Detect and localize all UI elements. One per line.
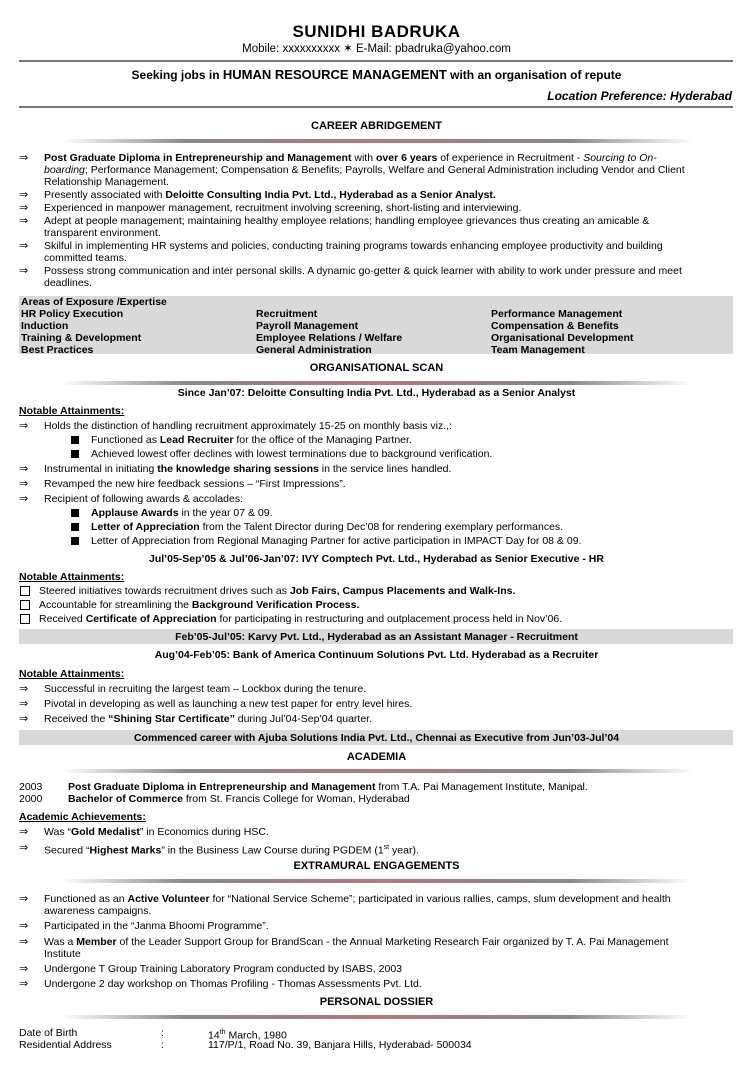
area-item: Employee Relations / Welfare xyxy=(256,332,403,344)
area-item: HR Policy Execution xyxy=(21,308,124,320)
square-bullet-icon xyxy=(71,450,79,458)
extramural-2: Participated in the “Janma Bhoomi Programme”. xyxy=(44,920,269,932)
arrow-bullet-icon: ⇒ xyxy=(19,893,29,905)
arrow-bullet-icon: ⇒ xyxy=(19,215,29,227)
career-bullet-5-line-1: Skilful in implementing HR systems and policies, conducting training programs towards enhancing employee productivity and building xyxy=(44,240,663,252)
job-heading-boa: Aug’04-Feb’05: Bank of America Continuum Solutions Pvt. Ltd. Hyderabad as a Recruiter xyxy=(154,649,599,661)
area-item: Recruitment xyxy=(256,308,318,320)
career-bullet-6-line-1: Possess strong communication and inter personal skills. A dynamic go-getter & quick learner with ability to work under pressure and meet xyxy=(44,265,682,277)
address-value: 117/P/1, Road No. 39, Banjara Hills, Hyderabad- 500034 xyxy=(208,1039,472,1051)
academia-degree-1: Post Graduate Diploma in Entrepreneurship and Management from T.A. Pai Management Institute, Manipal. xyxy=(68,781,588,793)
achievement-1: Was “Gold Medalist” in Economics during HSC. xyxy=(44,826,269,838)
area-item: Induction xyxy=(21,320,69,332)
career-bullet-5-line-2: committed teams. xyxy=(44,252,127,264)
arrow-bullet-icon: ⇒ xyxy=(19,698,29,710)
ivy-item-1: Steered initiatives towards recruitment drives such as Job Fairs, Campus Placements and Walk-Ins. xyxy=(39,585,516,597)
arrow-bullet-icon: ⇒ xyxy=(19,920,29,932)
square-bullet-icon xyxy=(71,436,79,444)
award-3: Letter of Appreciation from Regional Managing Partner for active participation in IMPACT Day for 08 & 09. xyxy=(91,535,582,547)
career-bullet-1-line-3: Relationship Management. xyxy=(44,176,169,188)
area-item: Performance Management xyxy=(491,308,623,320)
deloitte-item-2: Instrumental in initiating the knowledge sharing sessions in the service lines handled. xyxy=(44,463,452,475)
career-bullet-4-line-2: transparent environment. xyxy=(44,227,161,239)
ivy-item-3: Received Certificate of Appreciation for participating in restructuring and outplacement process held in Nov’06. xyxy=(39,613,563,625)
checkbox-bullet-icon xyxy=(20,586,30,596)
arrow-bullet-icon: ⇒ xyxy=(19,152,29,164)
boa-item-1: Successful in recruiting the largest team – Lockbox during the tenure. xyxy=(44,683,367,695)
section-divider xyxy=(60,381,693,385)
deloitte-item-4: Recipient of following awards & accolades: xyxy=(44,493,244,505)
award-1: Applause Awards in the year 07 & 09. xyxy=(91,507,273,519)
square-bullet-icon xyxy=(71,509,79,517)
area-item: Team Management xyxy=(491,344,585,356)
career-bullet-6-line-2: deadlines. xyxy=(44,277,92,289)
arrow-bullet-icon: ⇒ xyxy=(19,683,29,695)
deloitte-sub-2: Achieved lowest offer declines with lowest terminations due to background verification. xyxy=(91,448,493,460)
arrow-bullet-icon: ⇒ xyxy=(19,189,29,201)
section-divider xyxy=(60,1015,693,1019)
area-item: Payroll Management xyxy=(256,320,359,332)
section-title-academia: ACADEMIA xyxy=(346,751,407,763)
arrow-bullet-icon: ⇒ xyxy=(19,202,29,214)
section-title-career: CAREER ABRIDGEMENT xyxy=(311,120,442,132)
career-bullet-1-line-1: Post Graduate Diploma in Entrepreneurship and Management with over 6 years of experience in Recruitment - Sourcing to On- xyxy=(44,152,657,164)
extramural-1-line-1: Functioned as an Active Volunteer for “National Service Scheme”; participated in various rallies, camps, slum development and health xyxy=(44,893,671,905)
arrow-bullet-icon: ⇒ xyxy=(19,240,29,252)
section-title-personal: PERSONAL DOSSIER xyxy=(319,996,434,1008)
notable-attainments-heading: Notable Attainments: xyxy=(19,571,125,583)
notable-attainments-heading: Notable Attainments: xyxy=(19,668,125,680)
extramural-5: Undergone 2 day workshop on Thomas Profiling - Thomas Assessments Pvt. Ltd. xyxy=(44,978,422,990)
objective-line xyxy=(0,67,753,82)
section-divider xyxy=(60,139,693,143)
area-item: Organisational Development xyxy=(491,332,634,344)
career-bullet-4-line-1: Adept at people management; maintaining healthy employee relations; handling employee grievances thus creating an amicable & xyxy=(44,215,650,227)
extramural-1-line-2: awareness campaigns. xyxy=(44,905,152,917)
notable-attainments-heading: Notable Attainments: xyxy=(19,405,125,417)
objective-pre: Seeking jobs in xyxy=(131,68,223,82)
checkbox-bullet-icon xyxy=(20,614,30,624)
academic-achievements-heading: Academic Achievements: xyxy=(19,811,146,823)
boa-item-3: Received the “Shining Star Certificate” during Jul’04-Sep’04 quarter. xyxy=(44,713,372,725)
square-bullet-icon xyxy=(71,537,79,545)
header-rule-bottom xyxy=(19,106,733,108)
arrow-bullet-icon: ⇒ xyxy=(19,493,29,505)
dob-colon: : xyxy=(161,1027,164,1039)
job-heading-deloitte: Since Jan’07: Deloitte Consulting India Pvt. Ltd., Hyderabad as a Senior Analyst xyxy=(177,387,576,399)
extramural-3-line-2: Institute xyxy=(44,948,81,960)
area-item: Best Practices xyxy=(21,344,94,356)
career-bullet-2: Presently associated with Deloitte Consulting India Pvt. Ltd., Hyderabad as a Senior Analyst. xyxy=(44,189,496,201)
job-heading-ajuba: Commenced career with Ajuba Solutions India Pvt. Ltd., Chennai as Executive from Jun’03-Jul’04 xyxy=(133,732,620,744)
header-rule-top xyxy=(19,60,733,62)
address-colon: : xyxy=(161,1039,164,1051)
arrow-bullet-icon: ⇒ xyxy=(19,478,29,490)
area-item: General Administration xyxy=(256,344,372,356)
career-bullet-3: Experienced in manpower management, recruitment involving screening, short-listing and interviewing. xyxy=(44,202,522,214)
arrow-bullet-icon: ⇒ xyxy=(19,265,29,277)
academia-year: 2000 xyxy=(19,793,43,805)
academia-degree-2: Bachelor of Commerce from St. Francis College for Woman, Hyderabad xyxy=(68,793,410,805)
arrow-bullet-icon: ⇒ xyxy=(19,420,29,432)
achievement-2: Secured “Highest Marks” in the Business Law Course during PGDEM (1st year). xyxy=(44,844,419,857)
area-item: Training & Development xyxy=(21,332,142,344)
section-title-extramural: EXTRAMURAL ENGAGEMENTS xyxy=(293,860,460,872)
arrow-bullet-icon: ⇒ xyxy=(19,463,29,475)
deloitte-item-1: Holds the distinction of handling recruitment approximately 15-25 on monthly basis viz.,: xyxy=(44,420,452,432)
candidate-name: SUNIDHI BADRUKA xyxy=(292,22,461,41)
extramural-4: Undergone T Group Training Laboratory Program conducted by ISABS, 2003 xyxy=(44,963,402,975)
job-heading-ivy: Jul’05-Sep’05 & Jul’06-Jan’07: IVY Comptech Pvt. Ltd., Hyderabad as Senior Executive - HR xyxy=(149,553,604,565)
deloitte-item-3: Revamped the new hire feedback sessions – “First Impressions”. xyxy=(44,478,346,490)
arrow-bullet-icon: ⇒ xyxy=(19,826,29,838)
section-divider xyxy=(60,769,693,773)
extramural-3-line-1: Was a Member of the Leader Support Group for BrandScan - the Annual Marketing Research Fair organized by T. A. Pai Management xyxy=(44,936,669,948)
boa-item-2: Pivotal in developing as well as launching a new test paper for entry level hires. xyxy=(44,698,413,710)
arrow-bullet-icon: ⇒ xyxy=(19,936,29,948)
award-2: Letter of Appreciation from the Talent Director during Dec’08 for rendering exemplary performances. xyxy=(91,521,564,533)
objective-post: with an organisation of repute xyxy=(446,68,622,82)
area-item: Compensation & Benefits xyxy=(491,320,619,332)
academia-year: 2003 xyxy=(19,781,43,793)
section-title-org: ORGANISATIONAL SCAN xyxy=(309,362,444,374)
arrow-bullet-icon: ⇒ xyxy=(19,842,29,854)
arrow-bullet-icon: ⇒ xyxy=(19,713,29,725)
address-label: Residential Address xyxy=(19,1039,112,1051)
contact-line: Mobile: xxxxxxxxxx ✶ E-Mail: pbadruka@yahoo.com xyxy=(242,43,511,55)
objective-role: HUMAN RESOURCE MANAGEMENT xyxy=(222,67,447,82)
checkbox-bullet-icon xyxy=(20,600,30,610)
arrow-bullet-icon: ⇒ xyxy=(19,963,29,975)
areas-title: Areas of Exposure /Expertise xyxy=(21,296,167,308)
section-divider xyxy=(60,879,693,883)
dob-label: Date of Birth xyxy=(19,1027,78,1039)
arrow-bullet-icon: ⇒ xyxy=(19,978,29,990)
ivy-item-2: Accountable for streamlining the Background Verification Process. xyxy=(39,599,360,611)
job-heading-karvy: Feb’05-Jul’05: Karvy Pvt. Ltd., Hyderabad as an Assistant Manager - Recruitment xyxy=(175,631,578,643)
dob-value: 14th March, 1980 xyxy=(208,1029,287,1042)
location-preference: Location Preference: Hyderabad xyxy=(547,89,732,103)
career-bullet-1-line-2: boarding; Performance Management; Compensation & Benefits; Payrolls, Welfare and General Administration including Vendor and Client xyxy=(44,164,685,176)
square-bullet-icon xyxy=(71,523,79,531)
deloitte-sub-1: Functioned as Lead Recruiter for the office of the Managing Partner. xyxy=(91,434,412,446)
